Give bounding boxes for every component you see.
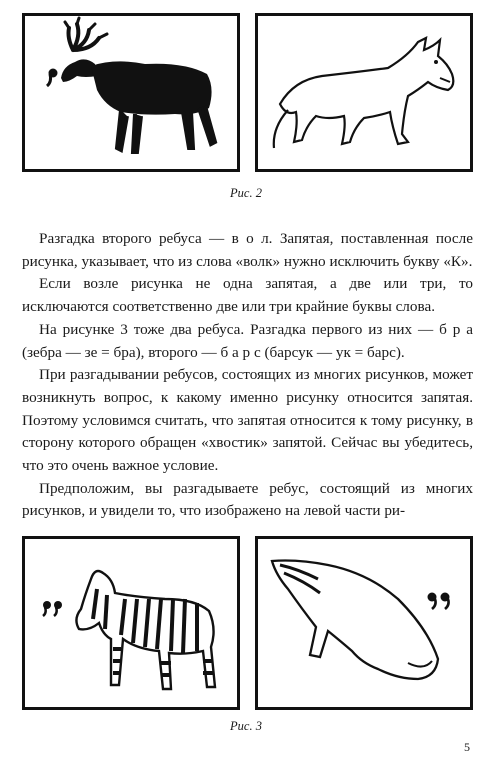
body-text (22, 228, 473, 523)
moose-with-comma-icon (25, 16, 237, 169)
figure-3-caption: Рис. 3 (230, 719, 262, 733)
zebra-with-quote-icon (25, 539, 237, 707)
paragraph: Разгадка второго ребуса — в о л. Запятая, поставленная после рисунка, указывает, что из слова «волк» нужно исключить букву «К». (22, 230, 473, 270)
wolf-icon (258, 16, 470, 169)
figure-2-caption: Рис. 2 (230, 186, 262, 200)
paragraph: При разгадывании ребусов, состоящих из многих рисунков, может возникнуть вопрос, к какому именно рисунку относится запятая. Поэтому условимся считать, что запятая относится к тому рисунку, в сторону которого обращен «хвостик» запятой. Сейчас вы убедитесь, что это очень важное условие. (22, 366, 473, 475)
paragraph: Предположим, вы разгадываете ребус, состоящий из многих рисунков, и увидели то, что изображено на левой части ри- (22, 479, 473, 520)
paragraph: Если возле рисунка не одна запятая, а две или три, то исключаются соответственно две или три крайние буквы слова. (22, 275, 473, 316)
figure-moose-panel (22, 13, 240, 172)
page-number: 5 (464, 740, 470, 754)
figure-badger-panel (255, 536, 473, 710)
figure-zebra-panel (22, 536, 240, 710)
paragraph: На рисунке 3 тоже два ребуса. Разгадка первого из них — б р а (зебра — зе = бра), второго — б а р с (барсук — ук = барс). (22, 320, 473, 361)
figure-wolf-panel (255, 13, 473, 172)
badger-with-quote-icon (258, 539, 470, 707)
